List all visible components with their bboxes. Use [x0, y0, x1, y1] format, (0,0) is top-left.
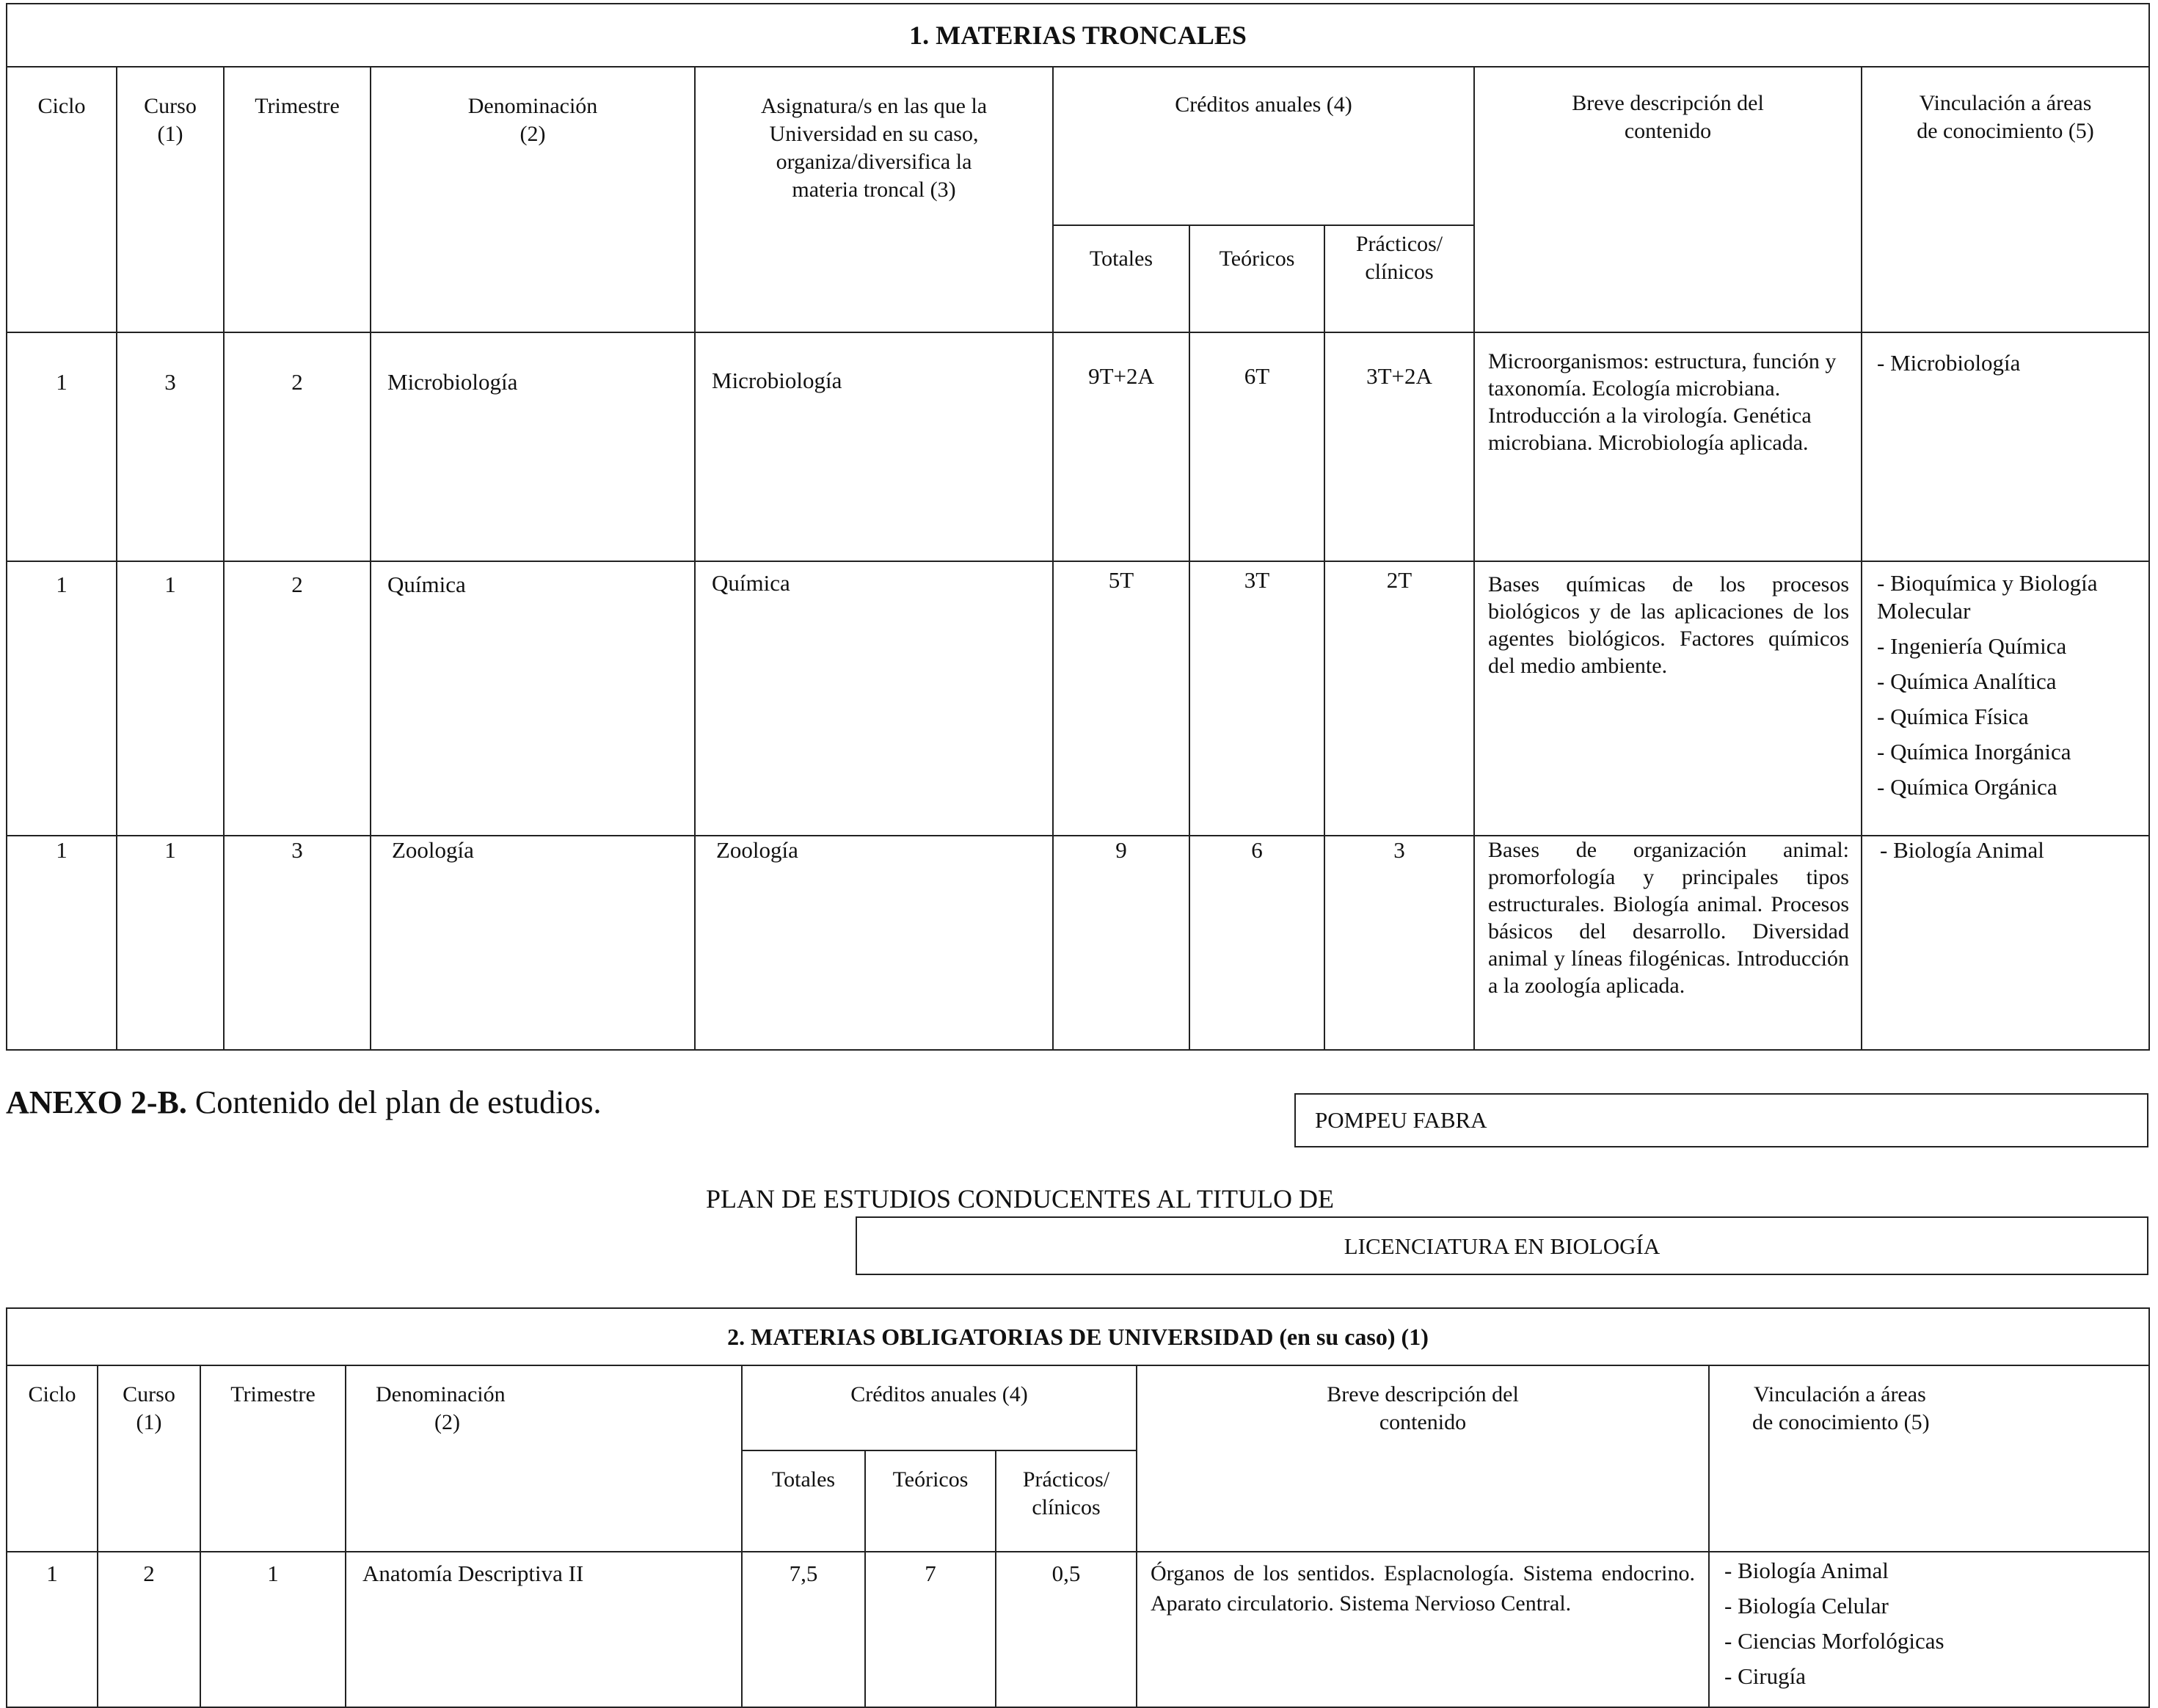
cell-curso: 2	[98, 1552, 200, 1707]
header-breve: Breve descripción del contenido	[1137, 1365, 1709, 1552]
area-item: - Ingeniería Química	[1877, 633, 2067, 659]
area-item: - Biología Animal	[1880, 837, 2044, 863]
cell-ciclo: 1	[7, 332, 117, 561]
cell-trimestre: 1	[200, 1552, 346, 1707]
cell-curso: 1	[117, 561, 224, 836]
degree-box	[856, 1216, 2148, 1275]
cell-curso: 1	[117, 836, 224, 1050]
cell-denominacion: Anatomía Descriptiva II	[346, 1552, 742, 1707]
cell-teoricos: 7	[865, 1552, 996, 1707]
cell-descripcion: Bases químicas de los procesos biológicos y de las aplicaciones de los agentes biológicos. Factores químicos del medio ambiente.	[1474, 561, 1862, 836]
cell-descripcion: Bases de organización animal: promorfología y principales tipos estructurales. Biología animal. Procesos básicos del desarrollo. Diversidad animal y líneas filogénicas. Introducción a la zoología aplicada.	[1474, 836, 1862, 1050]
table-row	[7, 1552, 2149, 1707]
header-breve: Breve descripción del contenido	[1474, 67, 1862, 332]
annex-heading	[6, 1083, 602, 1123]
table-title: 1. MATERIAS TRONCALES	[7, 4, 2149, 67]
area-item: - Química Inorgánica	[1877, 739, 2071, 764]
table-title: 2. MATERIAS OBLIGATORIAS DE UNIVERSIDAD (en su caso) (1)	[7, 1308, 2149, 1365]
table-row	[7, 836, 2149, 1050]
header-creditos: Créditos anuales (4)	[1053, 67, 1474, 225]
header-trimestre: Trimestre	[200, 1365, 346, 1552]
degree-name: LICENCIATURA EN BIOLOGÍA	[1344, 1233, 1661, 1259]
header-ciclo: Ciclo	[7, 1365, 98, 1552]
cell-ciclo: 1	[7, 836, 117, 1050]
header-teoricos: Teóricos	[865, 1450, 996, 1552]
cell-areas	[1709, 1552, 2149, 1707]
cell-totales: 9T+2A	[1053, 332, 1189, 561]
cell-totales: 9	[1053, 836, 1189, 1050]
cell-trimestre: 2	[224, 561, 371, 836]
header-vinculacion: Vinculación a áreas de conocimiento (5)	[1709, 1365, 2149, 1552]
cell-denominacion: Zoología	[371, 836, 695, 1050]
header-ciclo: Ciclo	[7, 67, 117, 332]
plan-heading: PLAN DE ESTUDIOS CONDUCENTES AL TITULO DE	[706, 1184, 1334, 1214]
cell-practicos: 0,5	[996, 1552, 1137, 1707]
header-teoricos: Teóricos	[1189, 225, 1324, 332]
area-item: - Cirugía	[1724, 1663, 1807, 1689]
table-row	[7, 332, 2149, 561]
cell-asignatura: Microbiología	[695, 332, 1053, 561]
cell-teoricos: 6	[1189, 836, 1324, 1050]
table-row	[7, 561, 2149, 836]
header-asignatura: Asignatura/s en las que la Universidad en su caso, organiza/diversifica la materia troncal (3)	[695, 67, 1053, 332]
header-curso: Curso (1)	[98, 1365, 200, 1552]
header-denominacion: Denominación (2)	[371, 67, 695, 332]
area-item: - Biología Celular	[1724, 1593, 1889, 1618]
cell-totales: 7,5	[742, 1552, 865, 1707]
cell-areas	[1862, 836, 2149, 1050]
header-totales: Totales	[1053, 225, 1189, 332]
obligatorias-table	[6, 1307, 2150, 1708]
cell-teoricos: 6T	[1189, 332, 1324, 561]
cell-denominacion: Microbiología	[371, 332, 695, 561]
cell-descripcion: Órganos de los sentidos. Esplacnología. Sistema endocrino. Aparato circulatorio. Sistema Nervioso Central.	[1137, 1552, 1709, 1707]
cell-curso: 3	[117, 332, 224, 561]
university-name: POMPEU FABRA	[1315, 1107, 1487, 1133]
cell-descripcion: Microorganismos: estructura, función y taxonomía. Ecología microbiana. Introducción a la virología. Genética microbiana. Microbiología aplicada.	[1474, 332, 1862, 561]
cell-areas	[1862, 332, 2149, 561]
header-creditos: Créditos anuales (4)	[742, 1365, 1137, 1450]
cell-practicos: 3	[1324, 836, 1474, 1050]
header-practicos: Prácticos/ clínicos	[1324, 225, 1474, 332]
cell-totales: 5T	[1053, 561, 1189, 836]
area-item: - Química Física	[1877, 704, 2029, 729]
cell-practicos: 3T+2A	[1324, 332, 1474, 561]
troncales-table	[6, 3, 2150, 1051]
header-totales: Totales	[742, 1450, 865, 1552]
header-practicos: Prácticos/ clínicos	[996, 1450, 1137, 1552]
area-item: - Bioquímica y Biología Molecular	[1877, 570, 2098, 624]
area-item: - Biología Animal	[1724, 1558, 1889, 1583]
header-trimestre: Trimestre	[224, 67, 371, 332]
cell-asignatura: Química	[695, 561, 1053, 836]
cell-trimestre: 3	[224, 836, 371, 1050]
annex-label: ANEXO 2-B.	[6, 1084, 187, 1120]
cell-ciclo: 1	[7, 1552, 98, 1707]
area-item: - Microbiología	[1877, 350, 2021, 376]
header-curso: Curso (1)	[117, 67, 224, 332]
header-denominacion: Denominación (2)	[346, 1365, 742, 1552]
area-item: - Química Orgánica	[1877, 774, 2057, 800]
cell-ciclo: 1	[7, 561, 117, 836]
cell-denominacion: Química	[371, 561, 695, 836]
header-vinculacion: Vinculación a áreas de conocimiento (5)	[1862, 67, 2149, 332]
cell-trimestre: 2	[224, 332, 371, 561]
cell-practicos: 2T	[1324, 561, 1474, 836]
cell-asignatura: Zoología	[695, 836, 1053, 1050]
area-item: - Química Analítica	[1877, 668, 2057, 694]
cell-areas	[1862, 561, 2149, 836]
area-item: - Ciencias Morfológicas	[1724, 1628, 1944, 1654]
annex-text: Contenido del plan de estudios.	[194, 1084, 602, 1120]
university-box	[1294, 1093, 2148, 1147]
cell-teoricos: 3T	[1189, 561, 1324, 836]
